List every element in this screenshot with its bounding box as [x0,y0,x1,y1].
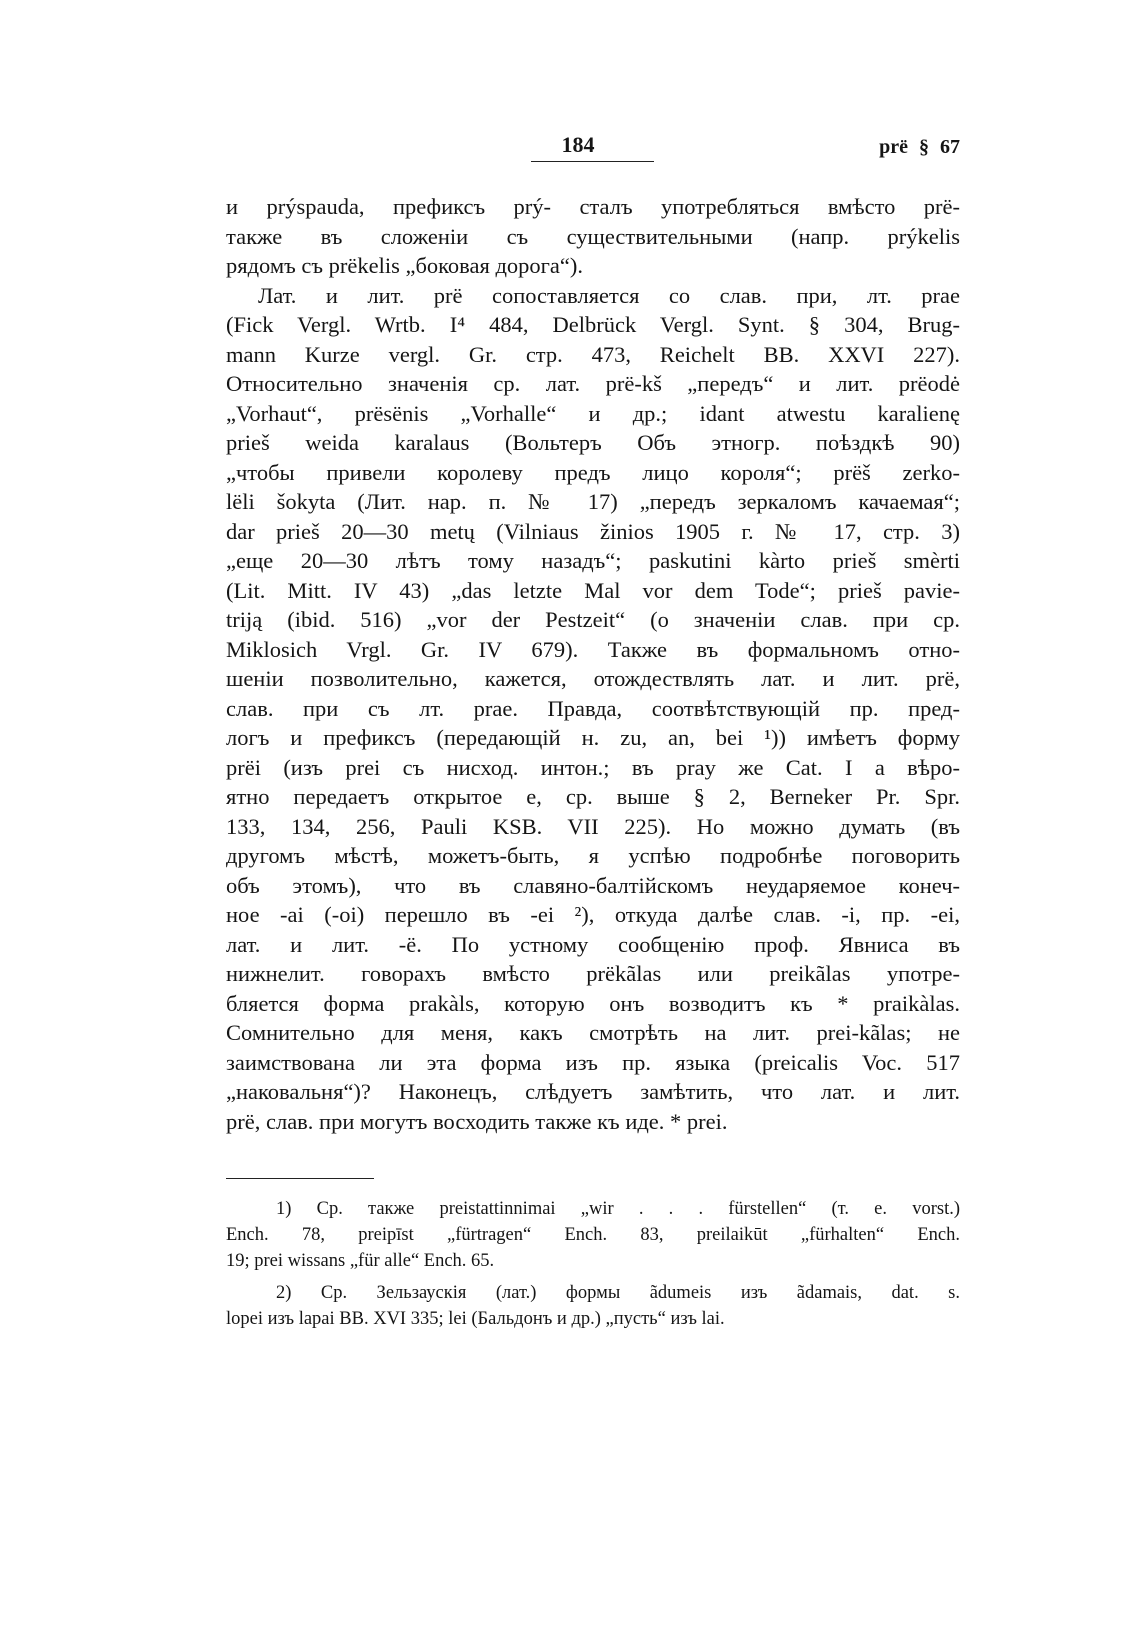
running-head: prë § 67 [879,136,960,158]
text-line: также въ сложеніи съ существительными (напр. prýkelis [226,223,960,249]
text-line: рядомъ съ prëkelis „боковая дорога“). [226,253,583,278]
text-line: 133, 134, 256, Pauli KSB. VII 225). Но можно думать (въ [226,813,960,839]
text-line: слав. при съ лт. prae. Правда, соотвѣтствующій пр. пред- [226,695,960,721]
text-line: (Lit. Mitt. IV 43) „das letzte Mal vor dem Tode“; prieš pavie- [226,577,960,603]
page-header [226,128,960,168]
footnote-1-line: 19; prei wissans „für alle“ Ench. 65. [226,1251,495,1271]
text-line: lëli šokyta (Лит. нар. п. № 17) „передъ зеркаломъ качаемая“; [226,489,960,514]
text-line: „Vorhaut“, prësënis „Vorhalle“ и др.; idant atwestu karalienę [226,400,960,426]
text-line: нижнелит. говорахъ вмѣсто prëkãlas или preikãlas употре- [226,961,960,986]
text-line: Miklosich Vrgl. Gr. IV 679). Также въ формальномъ отно- [226,636,960,662]
text-line: mann Kurze vergl. Gr. стр. 473, Reichelt BB. XXVI 227). [226,341,960,367]
footnote-rule [226,1178,374,1179]
text-line: dar prieš 20—30 metų (Vilniaus žinios 1905 г. № 17, стр. 3) [226,518,960,544]
text-line: логъ и префиксъ (передающій н. zu, an, bei ¹)) имѣетъ форму [226,725,960,750]
footnote-1-line: Ench. 78, preipīst „fürtragen“ Ench. 83, preilaikūt „fürhalten“ Ench. [226,1225,960,1245]
text-line: ятно передаетъ открытое e, ср. выше § 2, Berneker Pr. Spr. [226,784,960,809]
header-rule [531,161,654,162]
text-line: triją (ibid. 516) „vor der Pestzeit“ (о значеніи слав. при ср. [226,607,960,632]
text-line: шеніи позволительно, кажется, отождествлять лат. и лит. prë, [226,666,960,691]
text-line: бляется форма prakàls, которую онъ возводитъ къ * praikàlas. [226,990,960,1016]
text-line: и prýspauda, префиксъ prý- сталъ употребляться вмѣсто prë- [226,194,960,219]
text-line: Относительно значенія ср. лат. prë-kš „передъ“ и лит. prëodė [226,371,960,396]
text-line: заимствована ли эта форма изъ пр. языка (preicalis Voc. 517 [226,1049,960,1075]
body-text [226,192,960,1136]
text-line: лат. и лит. -ë. По устному сообщенію проф. Явниса въ [226,931,960,957]
text-line: prëi (изъ prei съ нисход. интон.; въ pray же Cat. I a вѣро- [226,754,960,780]
text-line: другомъ мѣстѣ, можетъ-быть, я успѣю подробнѣе поговорить [226,843,960,868]
text-line: „наковальня“)? Наконецъ, слѣдуетъ замѣтить, что лат. и лит. [226,1079,960,1104]
footnote-1-line: 1) Ср. также preistattinnimai „wir . . . fürstellen“ (т. е. vorst.) [276,1199,960,1219]
text-line: объ этомъ), что въ славяно-балтійскомъ неударяемое конеч- [226,872,960,898]
page-number: 184 [561,132,595,157]
text-line: „еще 20—30 лѣтъ тому назадъ“; paskutini kàrto prieš smèrti [226,548,960,573]
text-line: ное -ai (-oi) перешло въ -ei ²), откуда далѣе слав. -і, пр. -ei, [226,902,960,927]
text-line: „чтобы привели королеву предъ лицо короля“; prëš zerko- [226,459,960,485]
footnotes [226,1196,960,1332]
text-line: (Fick Vergl. Wrtb. I⁴ 484, Delbrück Vergl. Synt. § 304, Brug- [226,312,960,337]
footnote-2-line: lopei изъ lapai BB. XVI 335; lei (Бальдонъ и др.) „пусть“ изъ lai. [226,1309,725,1329]
text-line: Лат. и лит. prë сопоставляется со слав. при, лт. prae [258,282,960,308]
text-line: prieš weida karalaus (Вольтеръ Объ этногр. поѣздкѣ 90) [226,430,960,455]
text-line: prë, слав. при могутъ восходить также къ иде. * prei. [226,1108,728,1134]
footnote-2-line: 2) Ср. Зельзаускія (лат.) формы ãdumeis изъ ãdamais, dat. s. [276,1283,960,1303]
text-line: Сомнительно для меня, какъ смотрѣть на лит. prei-kãlas; не [226,1020,960,1045]
